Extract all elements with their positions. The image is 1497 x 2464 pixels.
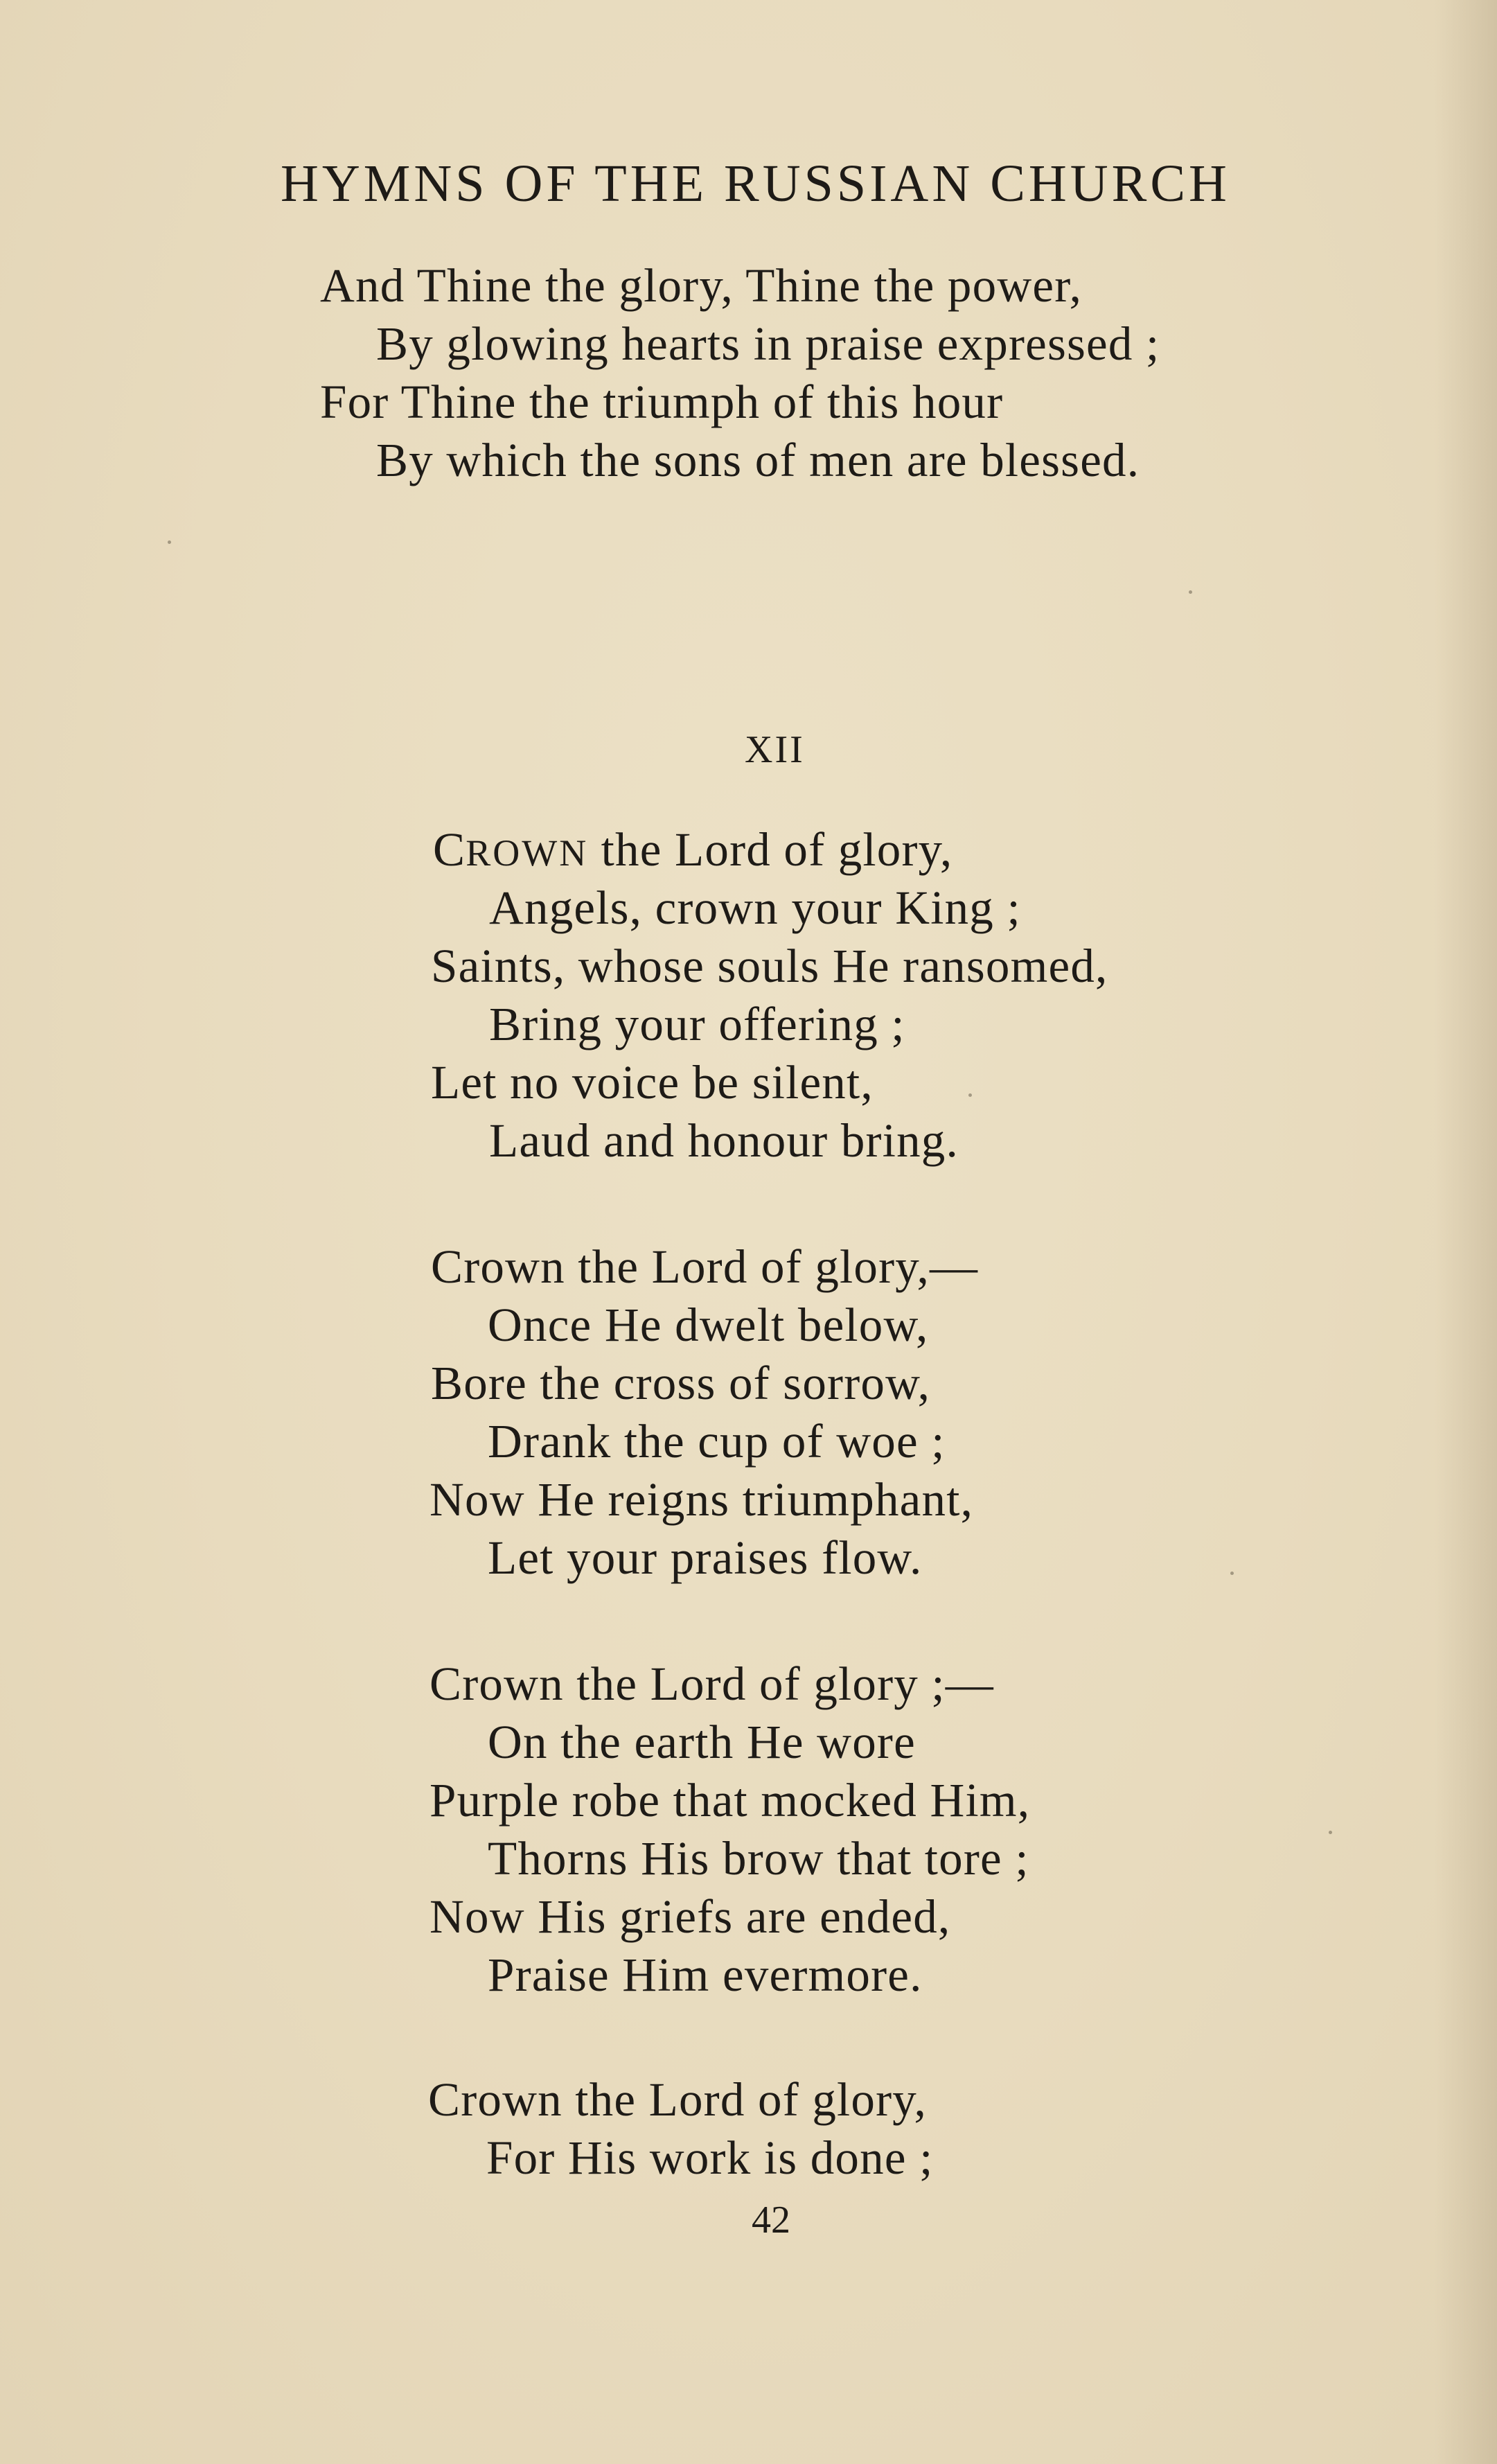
paper-speck <box>1329 1831 1332 1834</box>
page-number: 42 <box>752 2199 790 2242</box>
paper-speck <box>1230 1572 1234 1575</box>
stanza3-line-4: Thorns His brow that tore ; <box>488 1832 1029 1885</box>
paper-speck <box>1189 590 1192 594</box>
opening-line-1: And Thine the glory, Thine the power, <box>320 259 1083 312</box>
paper-speck <box>168 540 171 544</box>
stanza3-line-3: Purple robe that mocked Him, <box>429 1774 1031 1827</box>
section-number: XII <box>745 728 805 771</box>
opening-line-4: By which the sons of men are blessed. <box>376 434 1140 486</box>
paper-speck <box>968 1093 972 1097</box>
page-edge-shadow <box>1435 0 1497 2464</box>
stanza4-line-2: For His work is done ; <box>486 2131 934 2184</box>
stanza3-line-1: Crown the Lord of glory ;— <box>429 1657 994 1710</box>
stanza2-line-5: Now He reigns triumphant, <box>429 1473 974 1526</box>
stanza1-line-4: Bring your offering ; <box>489 998 905 1050</box>
stanza2-line-4: Drank the cup of woe ; <box>488 1415 946 1468</box>
first-line-rest: the Lord of glory, <box>588 823 953 876</box>
stanza4-line-1: Crown the Lord of glory, <box>428 2073 927 2126</box>
stanza3-line-5: Now His griefs are ended, <box>429 1890 951 1943</box>
stanza3-line-6: Praise Him evermore. <box>488 1948 923 2001</box>
stanza2-line-1: Crown the Lord of glory,— <box>431 1240 979 1293</box>
stanza3-line-2: On the earth He wore <box>488 1716 916 1768</box>
drop-initial: C <box>433 823 466 876</box>
stanza2-line-3: Bore the cross of sorrow, <box>431 1357 931 1409</box>
stanza1-line-2: Angels, crown your King ; <box>489 881 1021 934</box>
opening-line-3: For Thine the triumph of this hour <box>320 376 1004 428</box>
stanza1-line-5: Let no voice be silent, <box>431 1056 874 1109</box>
stanza2-line-2: Once He dwelt below, <box>488 1299 929 1351</box>
stanza1-line-6: Laud and honour bring. <box>489 1114 959 1167</box>
opening-line-2: By glowing hearts in praise expressed ; <box>376 317 1160 370</box>
stanza1-line-3: Saints, whose souls He ransomed, <box>431 940 1108 992</box>
running-head: HYMNS OF THE RUSSIAN CHURCH <box>281 155 1230 213</box>
stanza2-line-6: Let your praises flow. <box>488 1531 923 1584</box>
hymn-first-line <box>433 823 953 876</box>
small-caps-word: ROWN <box>466 832 589 874</box>
